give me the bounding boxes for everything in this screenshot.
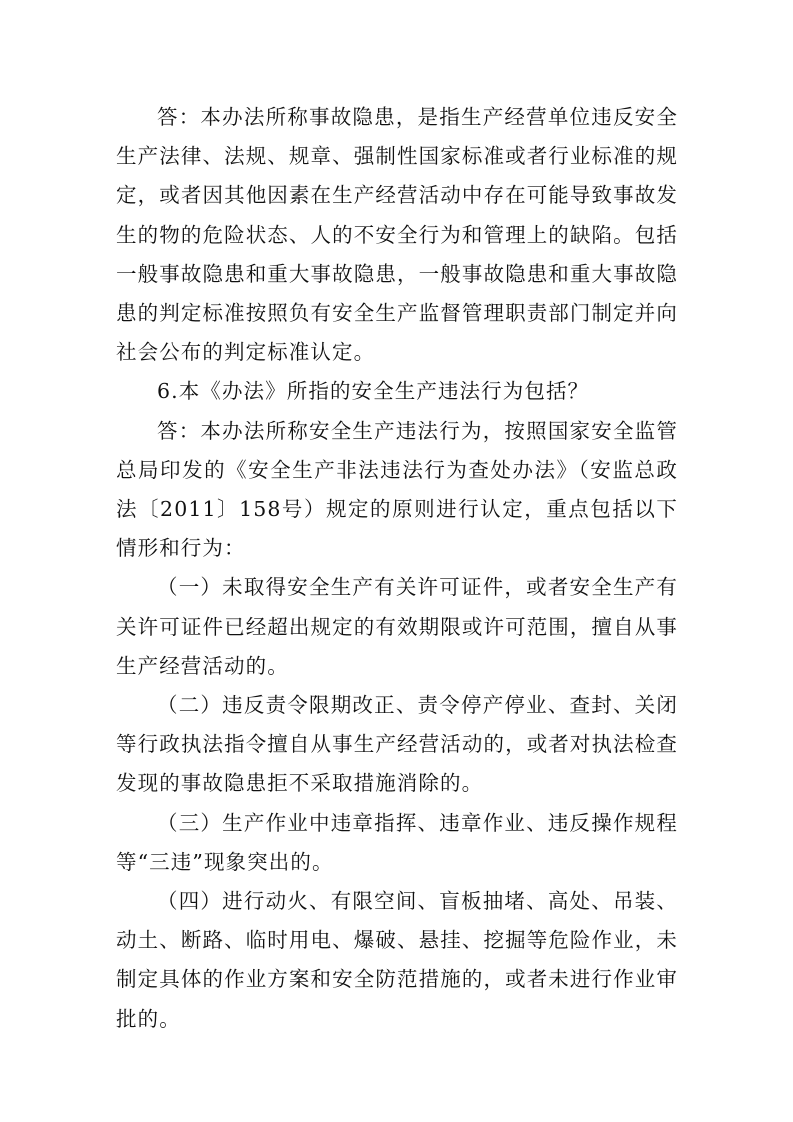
paragraph-question-6: 6.本《办法》所指的安全生产违法行为包括？ <box>157 379 590 404</box>
paragraph-item-2: （二）违反责令限期改正、责令停产停业、查封、关闭等行政执法指令擅自从事生产经营活动的，或者对执法检查发现的事故隐患拒不采取措施消除的。 <box>116 693 678 796</box>
document-body <box>116 98 678 1039</box>
paragraph-answer-violations: 答：本办法所称安全生产违法行为，按照国家安全监管总局印发的《安全生产非法违法行为查处办法》（安监总政法〔2011〕158号）规定的原则进行认定，重点包括以下情形和行为： <box>116 418 678 561</box>
paragraph-item-1: （一）未取得安全生产有关许可证件，或者安全生产有关许可证件已经超出规定的有效期限或许可范围，擅自从事生产经营活动的。 <box>116 575 678 678</box>
paragraph-item-3: （三）生产作业中违章指挥、违章作业、违反操作规程等“三违”现象突出的。 <box>116 810 678 874</box>
paragraph-item-4: （四）进行动火、有限空间、盲板抽堵、高处、吊装、动土、断路、临时用电、爆破、悬挂、挖掘等危险作业，未制定具体的作业方案和安全防范措施的，或者未进行作业审批的。 <box>116 889 678 1031</box>
paragraph-answer-hidden-hazard: 答：本办法所称事故隐患，是指生产经营单位违反安全生产法律、法规、规章、强制性国家标准或者行业标准的规定，或者因其他因素在生产经营活动中存在可能导致事故发生的物的危险状态、人的不安全行为和管理上的缺陷。包括一般事故隐患和重大事故隐患，一般事故隐患和重大事故隐患的判定标准按照负有安全生产监督管理职责部门制定并向社会公布的判定标准认定。 <box>116 105 678 365</box>
